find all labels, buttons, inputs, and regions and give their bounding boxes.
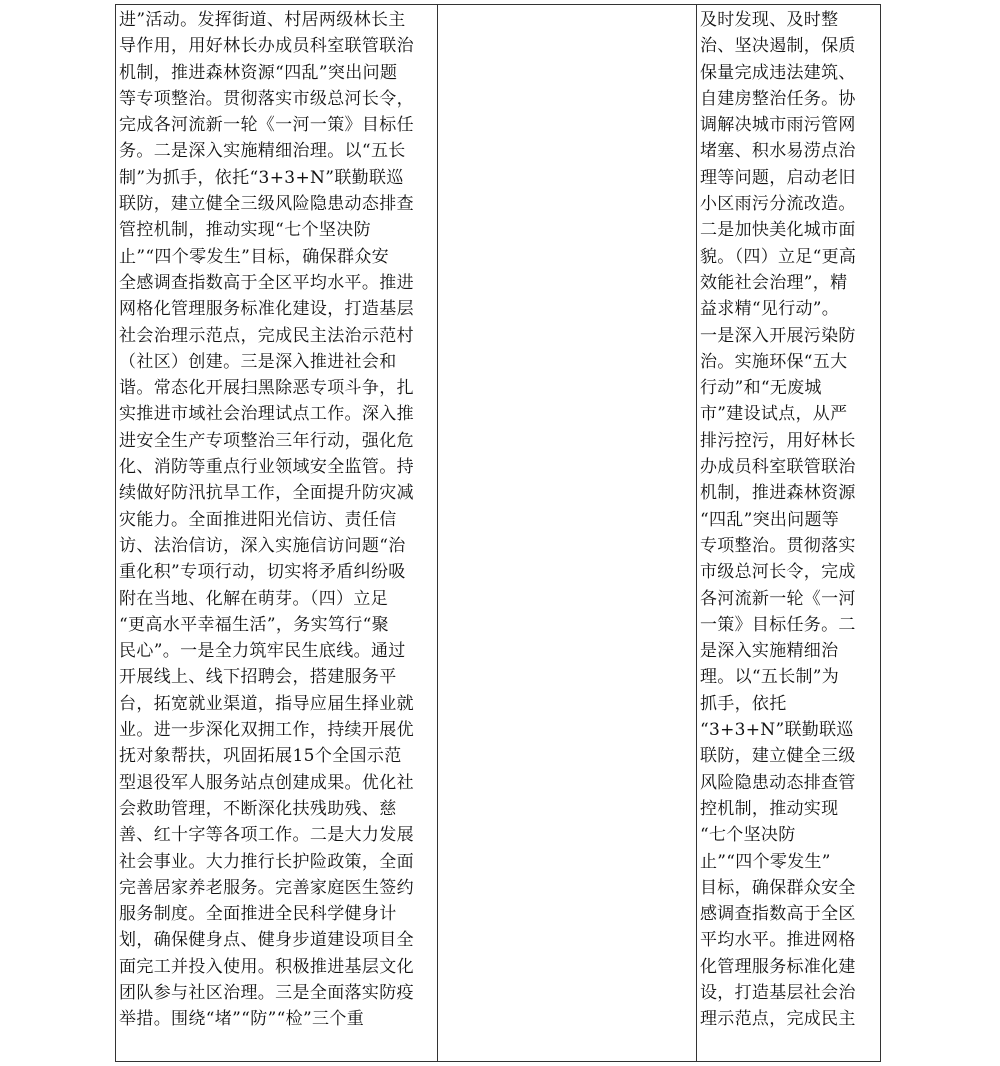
right-column-text-line: “四乱”突出问题等 [700,509,840,530]
left-column-text-line: 灾能力。全面推进阳光信访、责任信 [119,509,397,530]
right-column-text-line: 貌。（四）立足“更高 [700,246,857,267]
left-column-text-line: 抚对象帮扶，巩固拓展15个全国示范 [119,746,402,767]
left-column-text-line: 开展线上、线下招聘会，搭建服务平 [119,667,397,688]
left-column-text-line: 止”“四个零发生”目标，确保群众安 [119,246,390,267]
right-column-text-line: 一是深入开展污染防 [700,325,856,346]
left-column-text-line: 完善居家养老服务。完善家庭医生签约 [119,877,414,898]
left-column-text-line: 台，拓宽就业渠道，指导应届生择业就 [119,693,414,714]
left-column-text-line: 业。进一步深化双拥工作，持续开展优 [119,720,414,741]
left-column-text-line: 完成各河流新一轮《一河一策》目标任 [119,115,414,136]
right-column-text-line: 市”建设试点，从严 [700,404,848,425]
right-column-text-line: 感调查指数高于全区 [700,904,856,925]
right-column-text-line: 各河流新一轮《一河 [700,588,856,609]
left-column-text-line: 机制，推进森林资源“四乱”突出问题 [119,62,398,83]
left-column-text-line: 实推进市域社会治理试点工作。深入推 [119,404,414,425]
right-column-text-line: 办成员科室联管联治 [700,457,856,478]
left-column-text-line: 全感调查指数高于全区平均水平。推进 [119,272,414,293]
middle-column-text [438,5,696,7]
left-column-text-line: 服务制度。全面推进全民科学健身计 [119,904,397,925]
left-column-text-line: 团队参与社区治理。三是全面落实防疫 [119,982,414,1003]
left-column-text-line: 进”活动。发挥街道、村居两级林长主 [119,10,406,30]
left-column-text-line: 谐。常态化开展扫黑除恶专项斗争，扎 [119,378,414,399]
right-column-text-line: 平均水平。推进网格 [700,930,856,951]
left-column-text-line: 访、法治信访，深入实施信访问题“治 [119,535,406,556]
left-column-text-line: 民心”。一是全力筑牢民生底线。通过 [119,641,406,662]
left-column-text-line: 务。二是深入实施精细治理。以“五长 [119,141,406,162]
left-column-text-line: 续做好防汛抗旱工作，全面提升防灾减 [119,483,414,504]
right-column-text-line: 止”“四个零发生” [700,851,831,872]
right-column-text-line: 机制，推进森林资源 [700,483,856,504]
right-column-text-line: 风险隐患动态排查管 [700,772,856,793]
left-column-text-line: 管控机制，推动实现“七个坚决防 [119,220,371,241]
left-column-text-line: 重化积”专项行动，切实将矛盾纠纷吸 [119,562,406,583]
left-column-text-line: 制”为抓手，依托“3+3+N”联勤联巡 [119,167,404,188]
right-column-cell [697,5,881,1062]
left-column-text-line: 社会事业。大力推行长护险政策，全面 [119,851,414,872]
right-column-text-line: 效能社会治理”，精 [700,272,848,293]
left-column-text-line: 善、红十字等各项工作。二是大力发展 [119,825,414,846]
left-column-text [116,5,437,1033]
document-table [115,4,881,1062]
right-column-text-line: 自建房整治任务。协 [700,88,856,109]
left-column-text-line: 网格化管理服务标准化建设，打造基层 [119,299,414,320]
right-column-text-line: 抓手，依托 [700,693,787,714]
right-column-text-line: 控机制，推动实现 [700,798,839,819]
right-column-text-line: 二是加快美化城市面 [700,220,856,241]
left-column-text-line: 划，确保健身点、健身步道建设项目全 [119,930,414,951]
right-column-text-line: 化管理服务标准化建 [700,956,856,977]
right-column-text-line: 理等问题，启动老旧 [700,167,856,188]
left-column-text-line: 联防，建立健全三级风险隐患动态排查 [119,194,414,215]
right-column-text-line: 设，打造基层社会治 [700,982,856,1003]
left-column-text-line: 导作用，用好林长办成员科室联管联治 [119,36,414,57]
left-column-text-line: 社会治理示范点，完成民主法治示范村 [119,325,414,346]
right-column-text-line: 理示范点，完成民主 [700,1009,856,1030]
left-column-text-line: 进安全生产专项整治三年行动，强化危 [119,430,414,451]
right-column-text-line: 调解决城市雨污管网 [700,115,856,136]
left-column-text-line: 会救助管理，不断深化扶残助残、慈 [119,798,397,819]
right-column-text-line: 治。实施环保“五大 [700,351,848,372]
left-column-text-line: “更高水平幸福生活”，务实笃行“聚 [119,614,390,635]
right-column-text-line: 益求精“见行动”。 [700,299,840,320]
left-column-text-line: 型退役军人服务站点创建成果。优化社 [119,772,414,793]
right-column-text-line: “七个坚决防 [700,825,796,846]
right-column-text-line: 一策》目标任务。二 [700,614,856,635]
middle-column-cell [438,5,697,1062]
left-column-text-line: 举措。围绕“堵”“防”“检”三个重 [119,1009,365,1030]
right-column-text-line: 理。以“五长制”为 [700,667,840,688]
right-column-text-line: 治、坚决遏制，保质 [700,36,856,57]
left-column-text-line: 化、消防等重点行业领域安全监管。持 [119,457,414,478]
right-column-text-line: 行动”和“无废城 [700,378,822,399]
right-column-text-line: 专项整治。贯彻落实 [700,535,856,556]
right-column-text-line: 保量完成违法建筑、 [700,62,856,83]
right-column-text-line: 小区雨污分流改造。 [700,194,856,215]
left-column-cell [116,5,438,1062]
left-column-text-line: （社区）创建。三是深入推进社会和 [119,351,397,372]
right-column-text-line: 是深入实施精细治 [700,641,839,662]
left-column-text-line: 等专项整治。贯彻落实市级总河长令， [119,88,414,109]
table-row [116,5,881,1062]
right-column-text-line: 排污控污，用好林长 [700,430,856,451]
left-column-text-line: 附在当地、化解在萌芽。（四）立足 [119,588,389,609]
left-column-text-line: 面完工并投入使用。积极推进基层文化 [119,956,414,977]
right-column-text-line: 市级总河长令，完成 [700,562,856,583]
right-column-text-line: 及时发现、及时整 [700,10,839,30]
right-column-text-line: 目标，确保群众安全 [700,877,856,898]
right-column-text-line: 联防，建立健全三级 [700,746,856,767]
right-column-text [697,5,880,1033]
right-column-text-line: “3+3+N”联勤联巡 [700,720,854,741]
right-column-text-line: 堵塞、积水易涝点治 [700,141,856,162]
